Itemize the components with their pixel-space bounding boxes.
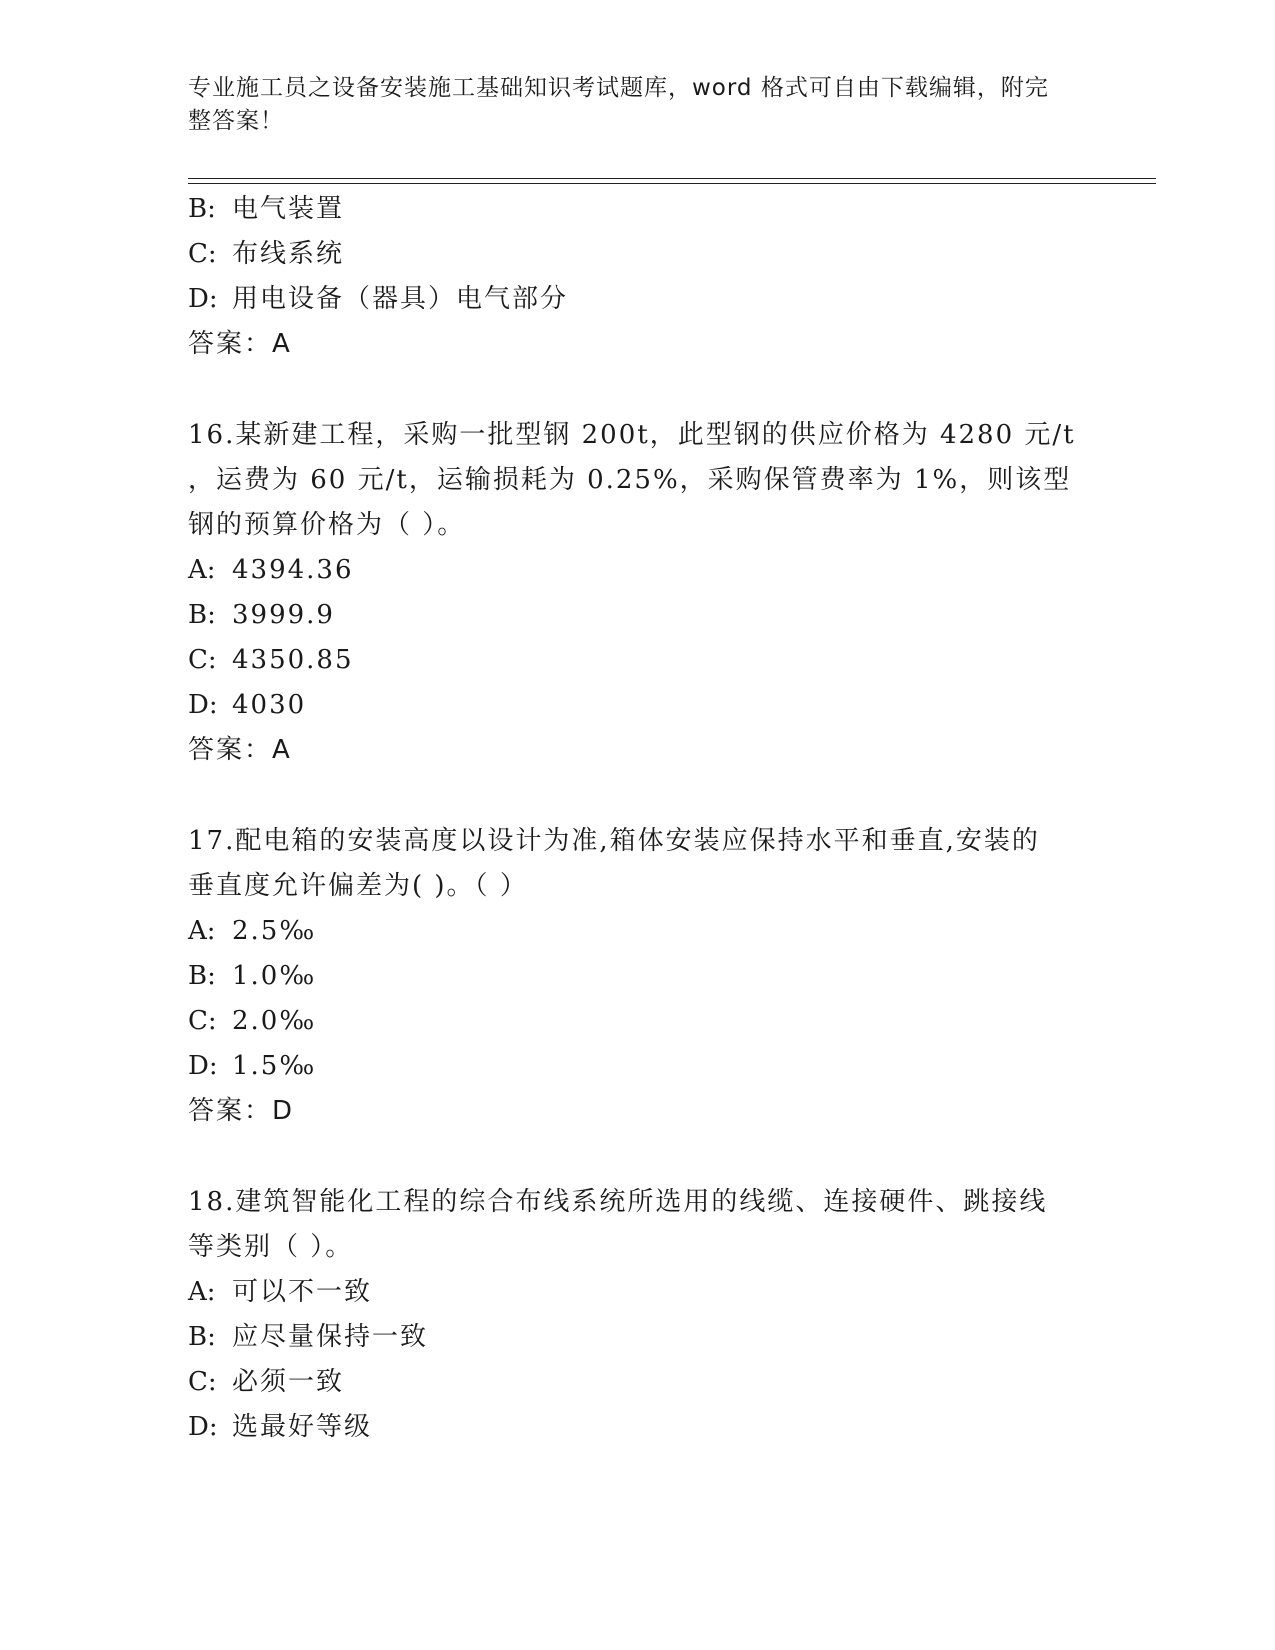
document-header: [188, 72, 1068, 138]
option-letter: C:: [188, 239, 217, 269]
option-letter: C:: [188, 645, 217, 675]
answer-line: [188, 1094, 292, 1128]
answer-value: A: [272, 735, 290, 765]
option-letter: D:: [188, 1412, 218, 1442]
option-text: 应尽量保持一致: [232, 1322, 429, 1352]
answer-line: [188, 327, 290, 361]
question-17-line-1: 17.配电箱的安装高度以设计为准,箱体安装应保持水平和垂直,安装的: [188, 826, 1040, 856]
option-letter: B:: [188, 194, 216, 224]
option-letter: A:: [188, 916, 216, 946]
option-line: [188, 959, 316, 993]
option-letter: B:: [188, 1322, 216, 1352]
question-18-line-2: 等类别（ ）。: [188, 1232, 354, 1262]
option-text: 必须一致: [232, 1367, 345, 1397]
question-16-line-1: 16.某新建工程，采购一批型钢 200t，此型钢的供应价格为 4280 元/t: [188, 420, 1076, 450]
question-17-line-2: 垂直度允许偏差为( )。（ ）: [188, 871, 528, 901]
option-line: [188, 192, 344, 226]
option-line: [188, 914, 316, 948]
answer-line: [188, 733, 290, 767]
option-line: [188, 282, 568, 316]
question-16-line-3: 钢的预算价格为（ ）。: [188, 510, 466, 540]
option-text: 1.0‰: [232, 961, 317, 991]
question-16-line-2: ，运费为 60 元/t，运输损耗为 0.25%，采购保管费率为 1%，则该型: [188, 465, 1072, 495]
option-letter: D:: [188, 1051, 218, 1081]
option-text: 用电设备（器具）电气部分: [232, 284, 569, 314]
option-line: [188, 1365, 344, 1399]
option-text: 2.5‰: [232, 916, 317, 946]
option-line: [188, 1410, 372, 1444]
option-line: [188, 643, 354, 677]
option-line: [188, 1049, 316, 1083]
header-line-2: 整答案！: [188, 108, 284, 134]
option-letter: C:: [188, 1006, 217, 1036]
option-letter: D:: [188, 284, 218, 314]
header-rule-bottom: [188, 183, 1156, 184]
answer-label: 答案：: [188, 329, 273, 359]
option-text: 4030: [232, 690, 307, 720]
option-line: [188, 1320, 428, 1354]
option-text: 选最好等级: [232, 1412, 373, 1442]
option-letter: B:: [188, 600, 216, 630]
option-line: [188, 1004, 316, 1038]
option-text: 4394.36: [232, 555, 354, 585]
option-text: 1.5‰: [232, 1051, 317, 1081]
header-line-1: 专业施工员之设备安装施工基础知识考试题库，word 格式可自由下载编辑，附完: [188, 75, 1049, 101]
option-text: 3999.9: [232, 600, 335, 630]
option-letter: B:: [188, 961, 216, 991]
option-line: [188, 237, 344, 271]
header-rule-top: [188, 178, 1156, 179]
answer-value: A: [272, 329, 290, 359]
answer-label: 答案：: [188, 735, 273, 765]
question-18-line-1: 18.建筑智能化工程的综合布线系统所选用的线缆、连接硬件、跳接线: [188, 1187, 1048, 1217]
answer-label: 答案：: [188, 1096, 273, 1126]
option-text: 布线系统: [232, 239, 345, 269]
option-line: [188, 598, 335, 632]
option-text: 可以不一致: [232, 1277, 373, 1307]
option-line: [188, 688, 306, 722]
option-letter: D:: [188, 690, 218, 720]
answer-value: D: [272, 1096, 293, 1126]
option-text: 4350.85: [232, 645, 354, 675]
option-letter: A:: [188, 555, 216, 585]
option-letter: A:: [188, 1277, 216, 1307]
option-text: 电气装置: [232, 194, 345, 224]
option-line: [188, 1275, 372, 1309]
option-letter: C:: [188, 1367, 217, 1397]
option-text: 2.0‰: [232, 1006, 317, 1036]
option-line: [188, 553, 354, 587]
